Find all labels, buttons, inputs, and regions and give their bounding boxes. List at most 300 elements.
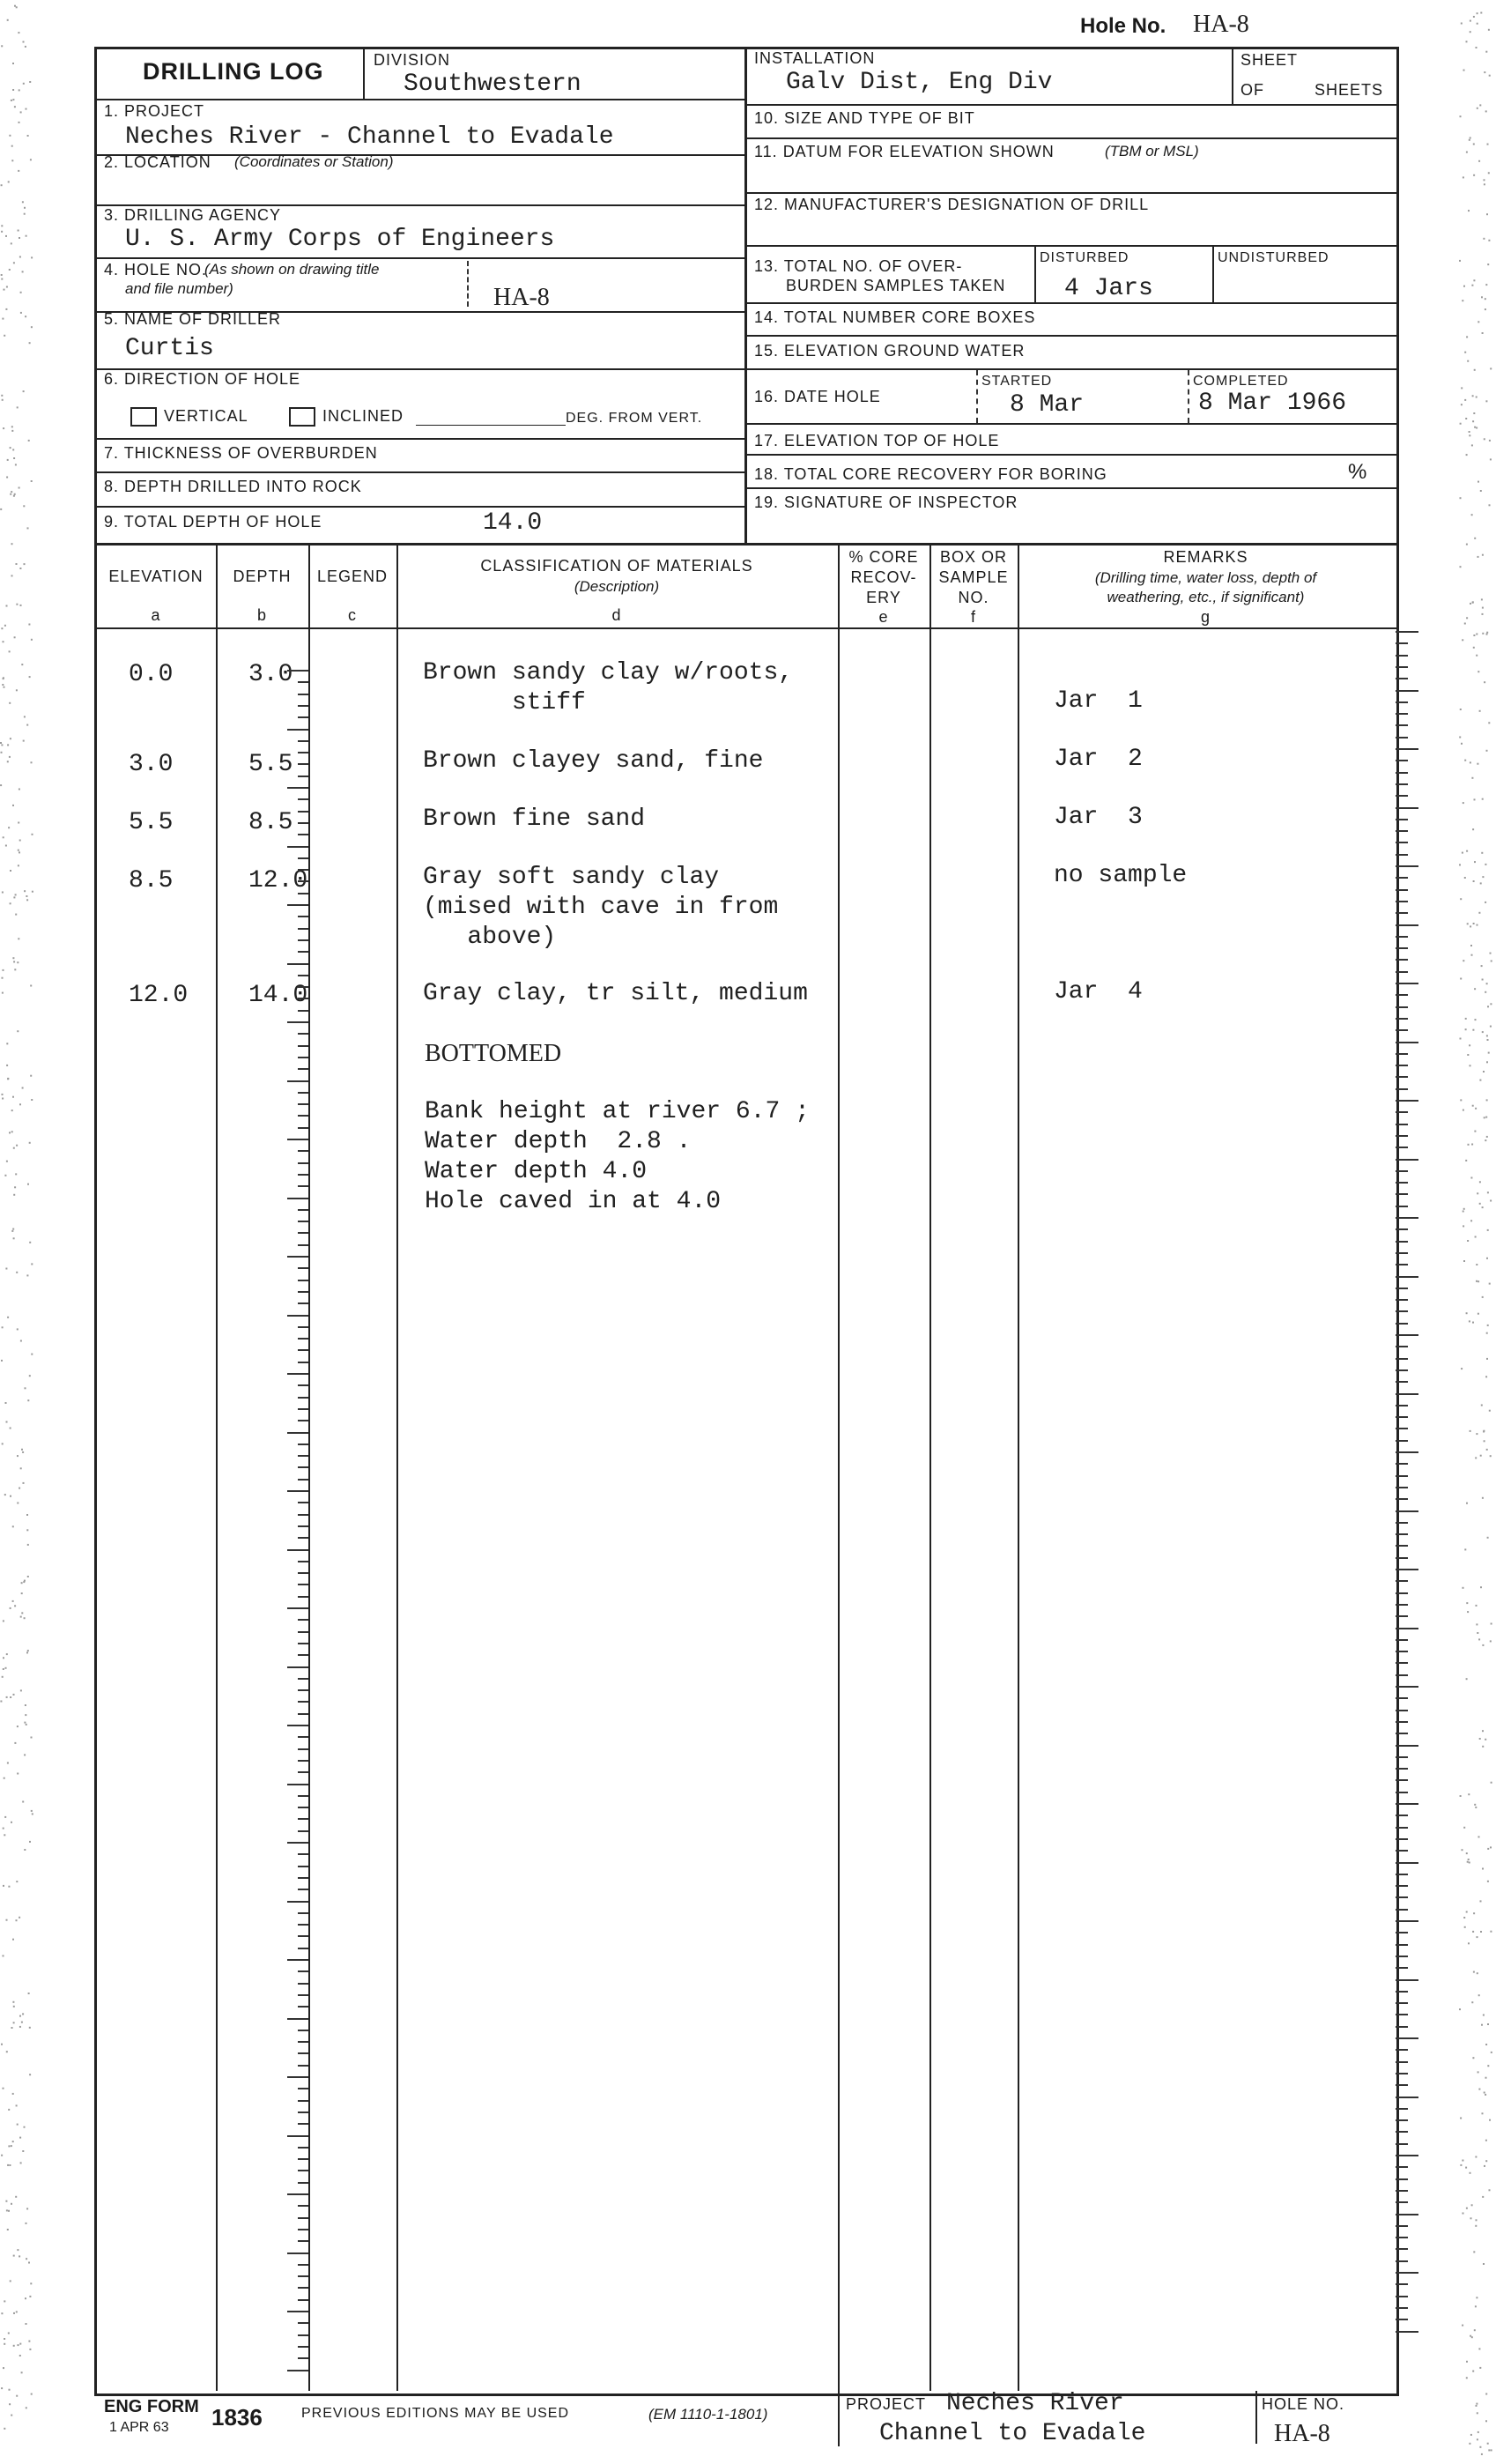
row-elevation: 5.5: [129, 809, 174, 836]
margin-scale-tick: [1396, 2166, 1408, 2168]
rock-label: 8. DEPTH DRILLED INTO ROCK: [104, 478, 362, 495]
speckle-dot: [2, 1326, 4, 1328]
speckle-dot: [1487, 1881, 1489, 1882]
speckle-dot: [13, 1147, 15, 1149]
speckle-dot: [1480, 1586, 1482, 1588]
margin-scale-tick: [1396, 1967, 1408, 1969]
depth-scale-tick: [287, 1139, 308, 1140]
speckle-dot: [27, 527, 29, 529]
depth-scale-tick: [298, 2357, 308, 2359]
margin-scale-tick: [1396, 2190, 1408, 2192]
depth-scale-tick: [298, 2111, 308, 2113]
row-remark: Jar 3: [1054, 804, 1143, 831]
speckle-dot: [1485, 1376, 1487, 1377]
margin-scale-tick: [1396, 1557, 1408, 1559]
margin-scale-tick: [1396, 1733, 1408, 1734]
margin-scale-tick: [1396, 1065, 1408, 1066]
depth-scale-tick: [287, 2252, 308, 2254]
depth-scale-tick: [298, 1713, 308, 1715]
speckle-dot: [1477, 763, 1478, 765]
speckle-dot: [1487, 2065, 1489, 2067]
datum-note: (TBM or MSL): [1105, 143, 1199, 160]
speckle-dot: [1482, 1644, 1484, 1646]
speckle-dot: [1472, 602, 1474, 604]
speckle-dot: [31, 1354, 33, 1355]
speckle-dot: [23, 505, 25, 507]
location-note: (Coordinates or Station): [234, 153, 394, 170]
speckle-dot: [1485, 298, 1486, 300]
footer-project-line2: Channel to Evadale: [879, 2420, 1146, 2447]
speckle-dot: [10, 447, 11, 449]
speckle-dot: [1482, 1730, 1484, 1732]
margin-scale-tick: [1396, 1862, 1418, 1864]
speckle-dot: [1463, 1208, 1465, 1210]
speckle-dot: [11, 2027, 13, 2029]
speckle-dot: [1461, 1368, 1463, 1369]
speckle-dot: [1476, 397, 1477, 398]
speckle-dot: [1490, 1003, 1492, 1005]
depth-scale-tick: [298, 1185, 308, 1187]
margin-scale-tick: [1396, 1803, 1418, 1805]
speckle-dot: [1466, 617, 1468, 619]
elev-top-label: 17. ELEVATION TOP OF HOLE: [754, 432, 1000, 449]
margin-scale-tick: [1396, 1346, 1408, 1347]
depth-scale-tick: [298, 1338, 308, 1340]
row-depth: 12.0: [248, 867, 308, 894]
speckle-dot: [19, 851, 20, 853]
speckle-dot: [1487, 2443, 1489, 2445]
speckle-dot: [1, 2387, 3, 2389]
depth-scale-tick: [298, 2299, 308, 2301]
depth-scale-tick: [298, 2100, 308, 2102]
speckle-dot: [13, 2006, 15, 2008]
speckle-dot: [22, 201, 24, 203]
depth-scale-tick: [298, 1057, 308, 1058]
speckle-dot: [1477, 1313, 1479, 1315]
speckle-dot: [28, 440, 30, 442]
depth-scale-tick: [287, 1198, 308, 1199]
speckle-dot: [1466, 1911, 1468, 1913]
speckle-dot: [1466, 41, 1468, 42]
speckle-dot: [26, 2407, 27, 2408]
margin-scale-tick: [1396, 1885, 1408, 1887]
depth-scale-tick: [298, 1771, 308, 1773]
undisturbed-label: UNDISTURBED: [1218, 250, 1329, 265]
margin-scale-tick: [1396, 1217, 1418, 1219]
speckle-dot: [1466, 2377, 1468, 2379]
col-classification: CLASSIFICATION OF MATERIALS: [480, 557, 753, 575]
inclined-checkbox[interactable]: [289, 407, 315, 427]
speckle-dot: [1480, 1931, 1482, 1933]
depth-scale-tick: [298, 1678, 308, 1680]
speckle-dot: [1481, 852, 1483, 854]
speckle-dot: [1488, 2449, 1490, 2451]
speckle-dot: [1481, 598, 1483, 600]
margin-scale-tick: [1396, 1522, 1408, 1524]
speckle-dot: [1478, 912, 1480, 914]
speckle-dot: [1490, 1026, 1492, 1028]
speckle-dot: [11, 100, 12, 101]
speckle-dot: [1474, 538, 1476, 539]
margin-scale-tick: [1396, 2272, 1418, 2274]
speckle-dot: [1476, 655, 1477, 657]
speckle-dot: [3, 2088, 4, 2089]
speckle-dot: [1473, 144, 1475, 145]
speckle-dot: [24, 1580, 26, 1582]
speckle-dot: [1485, 1117, 1487, 1118]
speckle-dot: [11, 160, 13, 161]
speckle-dot: [1468, 1942, 1470, 1944]
speckle-dot: [22, 2150, 24, 2152]
col-core-2: RECOV-: [850, 568, 917, 586]
project-label: 1. PROJECT: [104, 102, 205, 120]
depth-scale-tick: [298, 1267, 308, 1269]
speckle-dot: [16, 1881, 18, 1882]
depth-scale-tick: [298, 705, 308, 707]
speckle-dot: [29, 2349, 31, 2350]
speckle-dot: [19, 1917, 20, 1919]
speckle-dot: [1480, 12, 1482, 14]
speckle-dot: [20, 312, 22, 314]
row-remark: Jar 1: [1054, 687, 1143, 715]
depth-scale-tick: [298, 740, 308, 742]
speckle-dot: [3, 2367, 4, 2369]
depth-scale-tick: [298, 975, 308, 976]
speckle-dot: [31, 1737, 33, 1739]
speckle-dot: [1471, 954, 1473, 956]
speckle-dot: [1482, 1296, 1484, 1298]
depth-scale-tick: [298, 1924, 308, 1926]
speckle-dot: [1477, 23, 1478, 25]
speckle-dot: [1485, 400, 1487, 402]
signature-label: 19. SIGNATURE OF INSPECTOR: [754, 494, 1018, 511]
speckle-dot: [1479, 2446, 1481, 2448]
speckle-dot: [1477, 556, 1479, 558]
depth-scale-tick: [298, 1912, 308, 1914]
form-label: ENG FORM: [104, 2397, 199, 2416]
margin-scale-tick: [1396, 2073, 1408, 2074]
speckle-dot: [1475, 1457, 1477, 1458]
depth-scale-tick: [298, 716, 308, 718]
speckle-dot: [29, 1841, 31, 1843]
margin-scale-tick: [1396, 1662, 1408, 1664]
speckle-dot: [1464, 399, 1466, 401]
speckle-dot: [1483, 1071, 1485, 1072]
margin-scale-tick: [1396, 795, 1408, 797]
margin-scale-tick: [1396, 1838, 1408, 1840]
col-box-2: SAMPLE: [938, 568, 1009, 586]
speckle-dot: [1475, 2225, 1477, 2227]
speckle-dot: [15, 914, 17, 916]
col-elevation: ELEVATION: [108, 568, 204, 585]
row-description: Gray clay, tr silt, medium: [423, 980, 808, 1007]
depth-scale-tick: [298, 2182, 308, 2184]
speckle-dot: [1470, 603, 1471, 605]
col-box-1: BOX OR: [939, 548, 1007, 566]
speckle-dot: [1479, 710, 1481, 712]
speckle-dot: [1462, 300, 1463, 301]
speckle-dot: [1473, 923, 1475, 924]
speckle-dot: [1482, 633, 1484, 635]
speckle-dot: [1474, 988, 1476, 990]
speckle-dot: [23, 390, 25, 392]
note-line: Bank height at river 6.7 ;: [425, 1098, 810, 1125]
margin-scale-tick: [1396, 690, 1418, 692]
speckle-dot: [1471, 2001, 1473, 2003]
speckle-dot: [9, 2403, 11, 2405]
division-value: Southwestern: [404, 71, 581, 98]
speckle-dot: [25, 2297, 26, 2299]
speckle-dot: [1482, 979, 1484, 981]
speckle-dot: [29, 81, 31, 83]
speckle-dot: [21, 2022, 23, 2023]
direction-label: 6. DIRECTION OF HOLE: [104, 370, 301, 388]
speckle-dot: [1472, 2057, 1474, 2059]
margin-scale-tick: [1396, 1369, 1408, 1371]
speckle-dot: [1475, 1019, 1477, 1020]
row-remark: Jar 4: [1054, 978, 1143, 1006]
depth-scale-tick: [287, 787, 308, 789]
speckle-dot: [1491, 2052, 1492, 2053]
speckle-dot: [1484, 179, 1485, 181]
driller-label: 5. NAME OF DRILLER: [104, 310, 282, 328]
depth-scale-tick: [298, 2346, 308, 2348]
margin-scale-tick: [1396, 1288, 1408, 1289]
speckle-dot: [1487, 1229, 1489, 1231]
vertical-checkbox[interactable]: [130, 407, 157, 427]
margin-scale-tick: [1396, 1053, 1408, 1055]
margin-scale-tick: [1396, 1029, 1408, 1031]
margin-scale-tick: [1396, 2296, 1408, 2297]
speckle-dot: [28, 1993, 30, 1994]
speckle-dot: [1474, 1804, 1476, 1806]
speckle-dot: [1483, 238, 1485, 240]
speckle-dot: [9, 135, 11, 137]
speckle-dot: [1471, 285, 1473, 286]
speckle-dot: [26, 108, 27, 110]
speckle-dot: [1482, 1746, 1484, 1748]
speckle-dot: [29, 1242, 31, 1243]
speckle-dot: [1490, 1931, 1492, 1933]
speckle-dot: [1486, 1099, 1488, 1101]
speckle-dot: [10, 1495, 11, 1497]
speckle-dot: [1471, 777, 1473, 779]
depth-scale-tick: [298, 1115, 308, 1117]
depth-scale-tick: [298, 1397, 308, 1399]
speckle-dot: [1462, 1849, 1463, 1851]
speckle-dot: [10, 1607, 11, 1609]
speckle-dot: [1487, 144, 1489, 145]
speckle-dot: [17, 2249, 19, 2251]
speckle-dot: [1491, 961, 1492, 962]
speckle-dot: [23, 83, 25, 85]
speckle-dot: [1485, 308, 1486, 310]
speckle-dot: [1467, 1240, 1469, 1242]
depth-scale-tick: [298, 1502, 308, 1503]
row-elevation: 8.5: [129, 867, 174, 894]
margin-scale-tick: [1396, 1850, 1408, 1852]
margin-scale-tick: [1396, 1018, 1408, 1020]
speckle-dot: [13, 896, 15, 898]
col-core-1: % CORE: [848, 548, 919, 566]
speckle-dot: [15, 464, 17, 465]
speckle-dot: [14, 1605, 16, 1607]
speckle-dot: [20, 111, 22, 113]
speckle-dot: [1470, 20, 1471, 22]
speckle-dot: [1490, 458, 1492, 460]
speckle-dot: [1, 184, 3, 186]
speckle-dot: [29, 342, 31, 344]
speckle-dot: [1484, 2165, 1485, 2167]
speckle-dot: [1477, 1936, 1478, 1938]
speckle-dot: [1477, 481, 1479, 483]
speckle-dot: [8, 2333, 10, 2334]
speckle-dot: [1487, 1848, 1489, 1850]
speckle-dot: [1485, 1739, 1486, 1740]
depth-scale-tick: [298, 681, 308, 683]
speckle-dot: [1460, 2118, 1462, 2119]
depth-scale-tick: [298, 2322, 308, 2324]
speckle-dot: [28, 624, 30, 626]
margin-scale-tick: [1396, 877, 1408, 879]
margin-scale-tick: [1396, 737, 1408, 738]
speckle-dot: [18, 2344, 19, 2346]
depth-scale-tick: [298, 1948, 308, 1949]
col-elevation-letter: a: [151, 606, 161, 624]
margin-scale-tick: [1396, 2143, 1408, 2145]
driller-value: Curtis: [125, 335, 214, 362]
margin-scale-tick: [1396, 2319, 1408, 2320]
speckle-dot: [1486, 632, 1488, 634]
depth-scale-tick: [298, 2041, 308, 2043]
speckle-dot: [1459, 737, 1461, 738]
margin-scale-tick: [1396, 865, 1418, 867]
speckle-dot: [1466, 1852, 1468, 1854]
speckle-dot: [1466, 1678, 1468, 1680]
speckle-dot: [21, 1582, 23, 1584]
speckle-dot: [1, 45, 3, 47]
speckle-dot: [1480, 1455, 1482, 1457]
speckle-dot: [1484, 1440, 1485, 1442]
speckle-dot: [1473, 279, 1475, 281]
speckle-dot: [31, 1099, 33, 1101]
speckle-dot: [1460, 709, 1462, 710]
margin-scale-tick: [1396, 713, 1408, 715]
depth-scale-tick: [287, 1959, 308, 1961]
hole-value: HA-8: [493, 284, 550, 311]
depth-scale-tick: [287, 2135, 308, 2137]
speckle-dot: [1477, 12, 1478, 14]
speckle-dot: [1470, 761, 1471, 763]
speckle-dot: [21, 1592, 23, 1594]
speckle-dot: [1489, 504, 1491, 506]
depth-scale-tick: [287, 1315, 308, 1317]
col-classification-letter: d: [611, 606, 622, 624]
speckle-dot: [1471, 514, 1473, 516]
margin-scale-tick: [1396, 1006, 1408, 1008]
speckle-dot: [1473, 174, 1475, 176]
speckle-dot: [1485, 864, 1486, 865]
speckle-dot: [1485, 284, 1487, 286]
speckle-dot: [1478, 1836, 1480, 1837]
speckle-dot: [1488, 1052, 1490, 1054]
speckle-dot: [1460, 1099, 1462, 1101]
speckle-dot: [14, 636, 16, 638]
speckle-dot: [0, 1701, 2, 1703]
speckle-dot: [1475, 1108, 1477, 1110]
margin-scale-tick: [1396, 1827, 1408, 1829]
depth-scale-tick: [287, 729, 308, 731]
margin-scale-tick: [1396, 1228, 1408, 1230]
speckle-dot: [26, 1529, 28, 1531]
speckle-dot: [1484, 1117, 1485, 1118]
speckle-dot: [1477, 321, 1479, 323]
speckle-dot: [2, 1098, 4, 1100]
speckle-dot: [16, 2311, 18, 2312]
speckle-dot: [1487, 1537, 1489, 1539]
margin-scale-tick: [1396, 1124, 1408, 1125]
speckle-dot: [6, 605, 8, 607]
core-boxes-label: 14. TOTAL NUMBER CORE BOXES: [754, 308, 1036, 326]
depth-scale-tick: [298, 2158, 308, 2160]
margin-scale-tick: [1396, 1358, 1408, 1360]
depth-scale-tick: [298, 811, 308, 813]
speckle-dot: [13, 2255, 15, 2257]
installation-value: Galv Dist, Eng Div: [786, 69, 1053, 96]
speckle-dot: [1469, 431, 1470, 433]
speckle-dot: [20, 1689, 22, 1691]
margin-scale-tick: [1396, 1042, 1418, 1043]
margin-scale-tick: [1396, 2108, 1408, 2110]
percent-sign: %: [1348, 460, 1367, 484]
speckle-dot: [25, 315, 26, 317]
margin-scale-tick: [1396, 2283, 1408, 2285]
speckle-dot: [19, 1103, 21, 1105]
margin-scale-tick: [1396, 889, 1408, 891]
speckle-dot: [23, 1482, 25, 1484]
margin-scale-tick: [1396, 1193, 1408, 1195]
depth-scale-tick: [298, 1280, 308, 1281]
speckle-dot: [8, 2210, 10, 2212]
speckle-dot: [9, 756, 11, 758]
depth-scale-tick: [287, 1021, 308, 1023]
speckle-dot: [3, 677, 4, 679]
depth-scale-tick: [298, 1631, 308, 1633]
depth-scale-tick: [298, 1889, 308, 1890]
margin-scale-tick: [1396, 1252, 1408, 1254]
depth-scale-tick: [298, 1561, 308, 1562]
col-classification-note: (Description): [574, 578, 660, 595]
speckle-dot: [0, 508, 2, 510]
speckle-dot: [11, 145, 13, 147]
depth-scale-tick: [298, 798, 308, 800]
speckle-dot: [10, 2280, 11, 2282]
speckle-dot: [26, 899, 28, 901]
speckle-dot: [1490, 1846, 1492, 1848]
speckle-dot: [14, 106, 16, 108]
row-depth: 3.0: [248, 661, 293, 688]
speckle-dot: [2, 318, 4, 320]
form-title: DRILLING LOG: [143, 58, 324, 85]
speckle-dot: [30, 985, 32, 987]
speckle-dot: [24, 1722, 26, 1724]
speckle-dot: [1482, 798, 1484, 800]
speckle-dot: [11, 426, 13, 427]
speckle-dot: [1482, 876, 1484, 878]
speckle-dot: [1463, 2213, 1464, 2215]
speckle-dot: [31, 2393, 33, 2395]
speckle-dot: [23, 41, 25, 43]
